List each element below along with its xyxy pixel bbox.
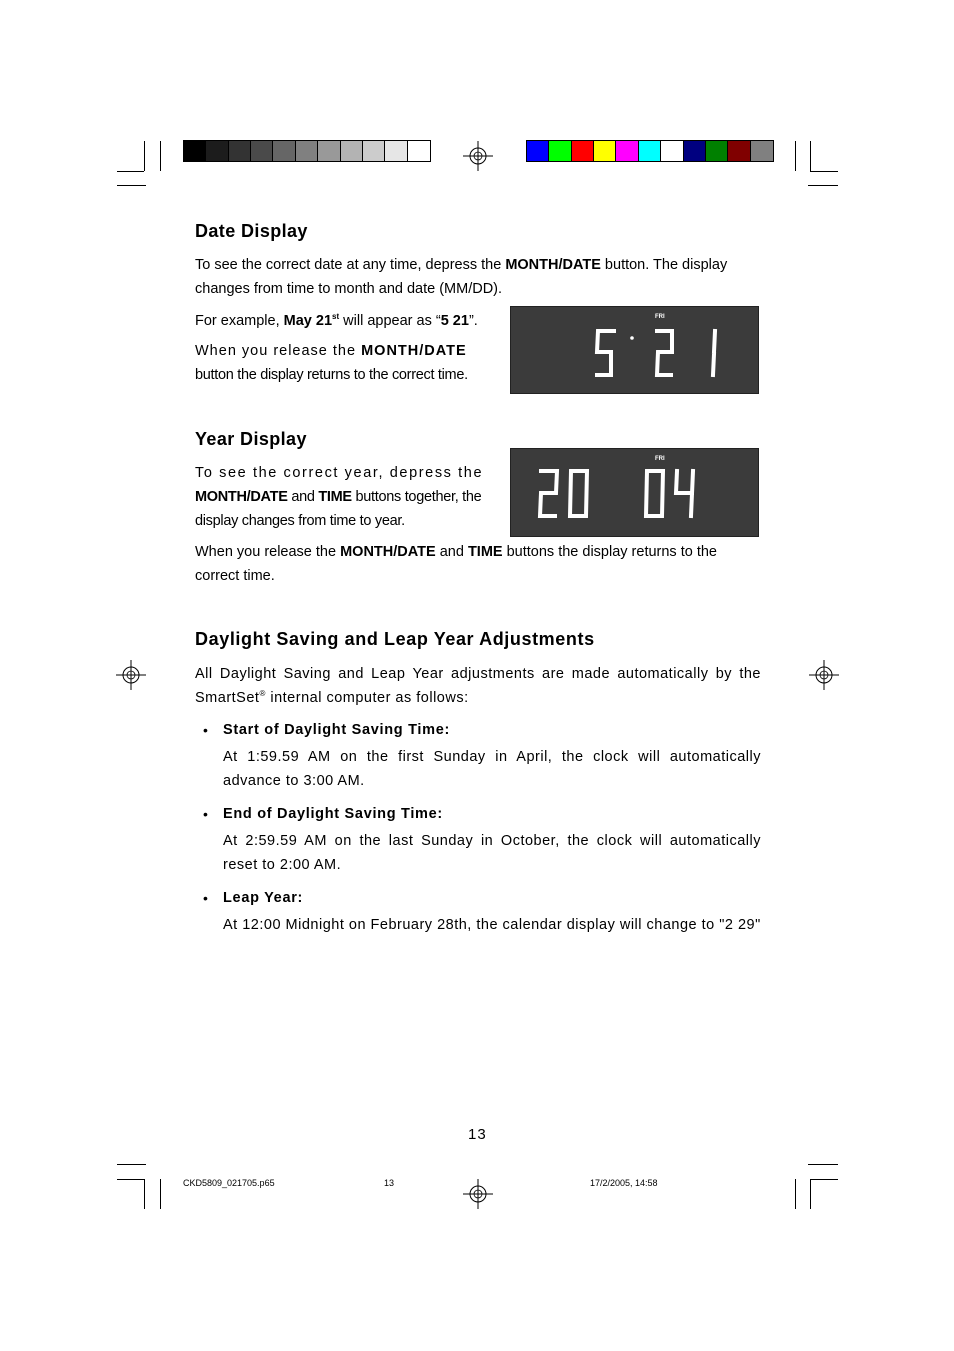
calibration-swatch <box>639 141 661 161</box>
dst-intro <box>195 662 761 710</box>
lcd-digits-5-21 <box>511 307 760 395</box>
text-run: button. The display changes from time to month and date (MM/DD). <box>195 257 728 297</box>
bullet: • <box>203 890 208 906</box>
example-date <box>284 313 340 329</box>
calibration-swatch <box>206 141 228 161</box>
text-run: and <box>287 489 319 505</box>
calibration-swatch <box>706 141 728 161</box>
text-run: When you release the <box>195 544 341 560</box>
date-display-heading: Date Display <box>195 221 308 241</box>
month-date-label: MONTH/DATE <box>361 343 467 359</box>
year-display-line-2 <box>195 485 495 533</box>
calibration-swatch <box>184 141 206 161</box>
date-example-text <box>195 309 495 333</box>
text-run: May 21 <box>283 313 333 329</box>
dst-end-title: End of Daylight Saving Time: <box>223 806 443 822</box>
ordinal-suffix: st <box>332 312 340 322</box>
footer-page: 13 <box>384 1178 395 1188</box>
weekday-indicator: FRI <box>655 456 665 462</box>
text-run: buttons together, the display changes from time to year. <box>195 489 482 529</box>
month-date-label: MONTH/DATE <box>195 489 288 505</box>
text-run: internal computer as follows: <box>265 690 469 706</box>
calibration-swatch <box>385 141 407 161</box>
calibration-swatch <box>408 141 430 161</box>
calibration-swatch <box>229 141 251 161</box>
registration-mark-bottom <box>463 1179 493 1214</box>
date-release-line <box>195 339 491 363</box>
example-display-value: 5 21 <box>440 313 469 329</box>
calibration-swatch <box>661 141 683 161</box>
footer-timestamp: 17/2/2005, 14:58 <box>590 1178 658 1188</box>
calibration-swatch <box>341 141 363 161</box>
year-display-line-1: To see the correct year, depress the <box>195 465 484 481</box>
date-display-paragraph <box>195 253 761 301</box>
lcd-date-display <box>510 306 759 394</box>
calibration-swatch <box>527 141 549 161</box>
calibration-swatch <box>549 141 571 161</box>
text-run: All Daylight Saving and Leap Year adjustments are made automatically by the SmartSet <box>195 666 761 706</box>
month-date-label: MONTH/DATE <box>340 544 436 560</box>
month-date-label: MONTH/DATE <box>505 257 601 273</box>
leap-year-text: At 12:00 Midnight on February 28th, the calendar display will change to "2 29" <box>223 917 761 933</box>
dst-start-text: At 1:59.59 AM on the first Sunday in April, the clock will automatically advance to 3:00 AM. <box>223 749 761 789</box>
text-run: When you release the <box>195 343 362 359</box>
registration-mark-top <box>463 141 493 176</box>
text-run: will appear as “ <box>339 313 441 329</box>
bullet: • <box>203 722 208 738</box>
dst-start-title: Start of Daylight Saving Time: <box>223 722 450 738</box>
leap-year-title: Leap Year: <box>223 890 304 906</box>
registration-mark-right <box>809 660 839 695</box>
calibration-swatch <box>318 141 340 161</box>
registered-mark: ® <box>259 689 266 699</box>
text-run: For example, <box>195 313 284 329</box>
date-release-line-2: button the display returns to the correct time. <box>195 367 468 383</box>
calibration-swatch <box>572 141 594 161</box>
gray-calibration-bar <box>183 140 431 162</box>
registration-mark-left <box>116 660 146 695</box>
calibration-swatch <box>728 141 750 161</box>
color-calibration-bar <box>526 140 774 162</box>
calibration-swatch <box>684 141 706 161</box>
year-release-paragraph <box>195 540 763 588</box>
calibration-swatch <box>363 141 385 161</box>
page-number: 13 <box>468 1126 487 1143</box>
lcd-year-display <box>510 448 759 537</box>
time-label: TIME <box>318 489 352 505</box>
calibration-swatch <box>273 141 295 161</box>
lcd-digits-2004 <box>511 449 760 538</box>
weekday-indicator: FRI <box>655 314 665 320</box>
calibration-swatch <box>251 141 273 161</box>
footer-filename: CKD5809_021705.p65 <box>183 1178 275 1188</box>
calibration-swatch <box>751 141 773 161</box>
dst-end-text: At 2:59.59 AM on the last Sunday in October, the clock will automatically reset to 2:00 AM. <box>223 833 761 873</box>
text-run: To see the correct date at any time, depress the <box>195 257 506 273</box>
dst-heading: Daylight Saving and Leap Year Adjustments <box>195 629 595 649</box>
calibration-swatch <box>594 141 616 161</box>
year-display-heading: Year Display <box>195 429 307 449</box>
text-run: ”. <box>468 313 478 329</box>
calibration-swatch <box>616 141 638 161</box>
text-run: buttons the display returns to the correct time. <box>195 544 717 584</box>
calibration-swatch <box>296 141 318 161</box>
bullet: • <box>203 806 208 822</box>
time-label: TIME <box>467 544 503 560</box>
text-run: and <box>435 544 468 560</box>
